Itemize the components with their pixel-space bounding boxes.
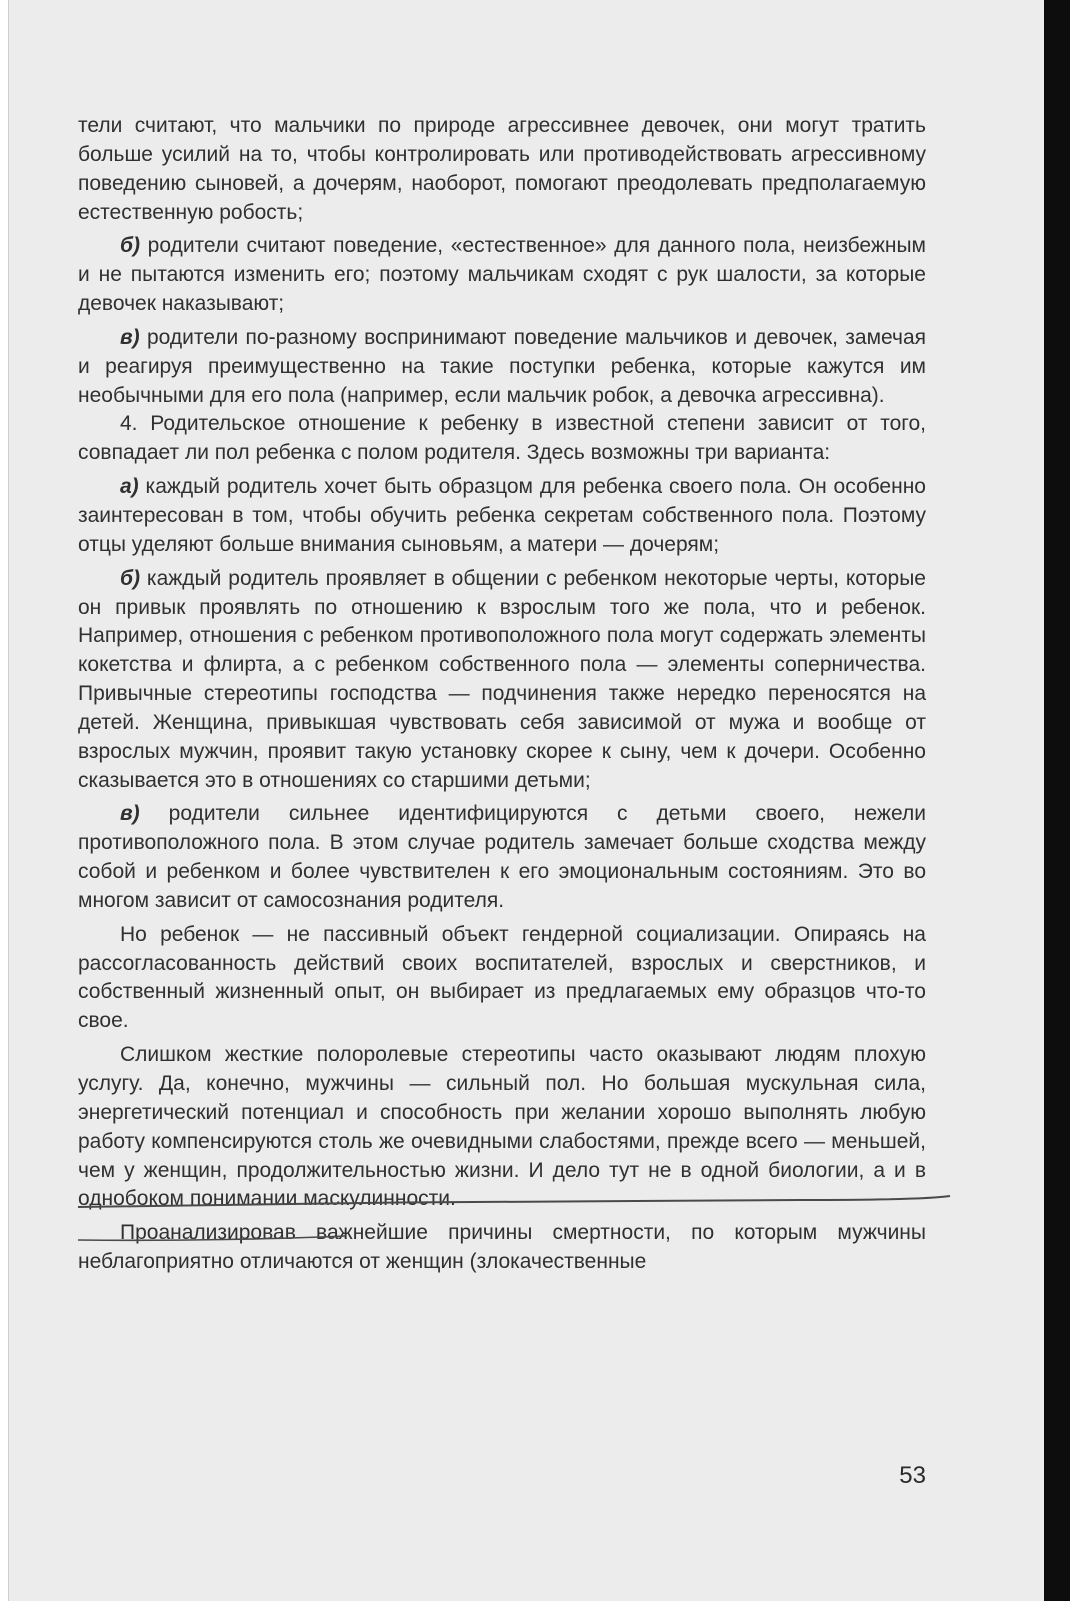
paragraph-text: 4. Родительское отношение к ребенку в известной степени зависит от того, совпадает ли пол ребенка с полом родителя. Здесь возможны три варианта: [78,412,926,465]
page-number: 53 [899,1462,926,1489]
paragraph-text: Слишком жесткие полоролевые стереотипы часто оказывают людям плохую услугу. Да, конечно, мужчины — сильный пол. Но большая мускульная сила, энергетический потенциал и способность при желании хорошо выполнять любую работу компенсируются столь же очевидными слабостями, прежде всего — меньшей, чем у женщин, продолжительностью жизни. И дело тут не в одной биологии, а и в однобоком понимании маскулинности. [78,1043,926,1211]
pencil-underline-stroke [78,1196,950,1207]
item-label: а) [120,475,139,499]
paragraph-text: родители сильнее идентифицируются с детьми своего, нежели противоположного пола. В этом случае родитель замечает больше сходства между собой и ребенком и более чувствителен к его эмоциональным состояниям. Это во многом зависит от самосознания родителя. [78,802,926,912]
paragraph-text: Проанализировав важнейшие причины смертности, по которым мужчины неблагоприятно отличаются от женщин (злокачественные [78,1221,926,1274]
pencil-underline-stroke-2 [78,1236,345,1240]
item-label: в) [120,325,140,349]
paragraph-text: каждый родитель проявляет в общении с ребенком некоторые черты, которые он привык проявлять по отношению к взрослым того же пола, что и ребенок. Например, отношения с ребенком противоположного пола могут содержать элементы кокетства и флирта, а с ребенком собственного пола — элементы соперничества. Привычные стереотипы господства — подчинения также нередко переносятся на детей. Женщина, привыкшая чувствовать себя зависимой от мужа и вообще от взрослых мужчин, проявит такую установку скорее к сыну, чем к дочери. Особенно сказывается это в отношениях со старшими детьми; [78,566,926,792]
paragraph-text: родители по-разному воспринимают поведение мальчиков и девочек, замечая и реагируя преимущественно на такие поступки ребенка, которые кажутся им необычными для его пола (например, если мальчик робок, а девочка агрессивна). [78,325,926,407]
paragraph-text: тели считают, что мальчики по природе агрессивнее девочек, они могут тратить больше усилий на то, чтобы контролировать или противодействовать агрессивному поведению сыновей, а дочерям, наоборот, помогают преодолевать предполагаемую естественную робость; [78,114,926,224]
item-label: б) [120,566,140,590]
paragraph-text: каждый родитель хочет быть образцом для ребенка своего пола. Он особенно заинтересован в том, чтобы обучить ребенка секретам собственного пола. Поэтому отцы уделяют больше внимания сыновьям, а матери — дочерям; [78,475,926,556]
item-label: в) [120,802,140,826]
item-label: б) [120,234,140,258]
paragraph-text: Но ребенок — не пассивный объект гендерной социализации. Опираясь на рассогласованность действий своих воспитателей, взрослых и сверстников, и собственный жизненный опыт, он выбирает из предлагаемых ему образцов что-то свое. [78,922,926,1033]
paragraph-text: родители считают поведение, «естественное» для данного пола, неизбежным и не пытаются изменить его; поэтому мальчикам сходят с рук шалости, за которые девочек наказывают; [78,234,926,316]
